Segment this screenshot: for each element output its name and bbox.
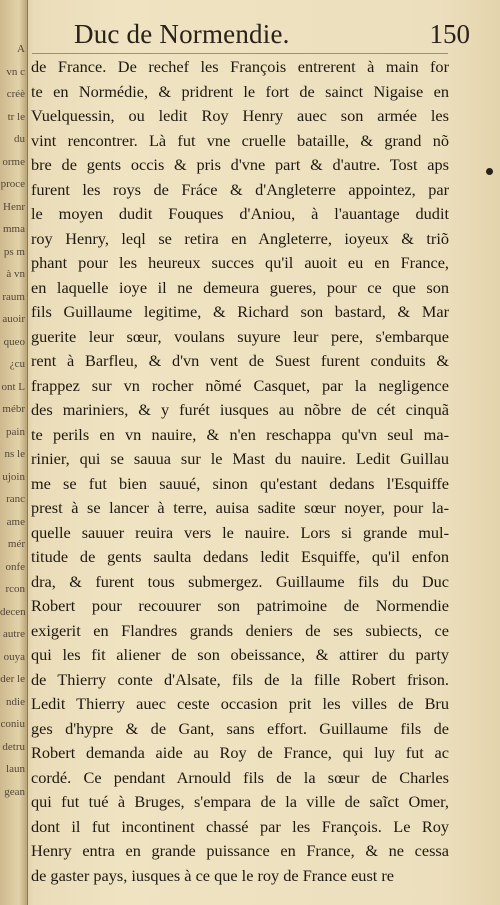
text-line: me se fut bien sauué, sinon qu'estant dedans l'Esquiffe xyxy=(31,473,449,493)
text-line: dra, & furent tous submergez. Guillaume fils du Duc xyxy=(31,571,449,591)
text-line: dont il fut incontinent chassé par les François. Le Roy xyxy=(31,816,449,836)
text-line: guerite leur sœur, voulans suyure leur pere, s'embarque xyxy=(31,326,449,346)
gutter-fragment: onfe xyxy=(5,560,25,573)
text-line: fils Guillaume legitime, & Richard son bastard, & Mar xyxy=(31,302,449,321)
text-line: rent à Barfleu, & d'vn vent de Suest furent conduits & xyxy=(31,351,449,370)
text-line: en laquelle ioye il ne demeura gueres, pour ce que son xyxy=(31,277,449,297)
text-line: ges d'hypre & de Gant, sans effort. Guillaume fils de xyxy=(31,718,449,738)
text-line: de Thierry conte d'Alsate, fils de la fille Robert frison. xyxy=(31,669,449,689)
text-line: exigerit en Flandres grands deniers de ses subiects, ce xyxy=(31,620,449,640)
header-rule xyxy=(32,53,448,54)
gutter-fragment: tr le xyxy=(7,110,25,123)
text-line: des mariniers, & y furét iusques au nõbre de cét cinquã xyxy=(31,400,449,419)
gutter-fragment: mma xyxy=(3,223,25,235)
text-line: Henry entra en grande puissance en France, & ne cessa xyxy=(31,841,449,860)
gutter-fragment: vn c xyxy=(6,65,25,78)
text-line: te perils en vn nauire, & n'en reschappa qu'vn seul ma- xyxy=(31,424,449,444)
gutter-fragment: laun xyxy=(6,763,25,775)
gutter-fragment: queo xyxy=(3,335,25,348)
gutter-fragment: à vn xyxy=(6,268,25,280)
page-number: 150 xyxy=(429,19,470,49)
text-line: cordé. Ce pendant Arnould fils de la sœur de Charles xyxy=(31,767,449,787)
text-line: de gaster pays, iusques à ce que le roy de France eust re xyxy=(31,865,395,885)
gutter-fragment: A xyxy=(17,43,25,55)
text-line: vint rencontrer. Là fut vne cruelle bataille, & grand nõ xyxy=(31,130,449,150)
gutter-fragment: der le xyxy=(0,673,25,685)
text-line: Vuelquessin, ou ledit Roy Henry auec son armée les xyxy=(31,106,449,125)
gutter-fragment: orme xyxy=(2,155,25,168)
margin-mark xyxy=(486,168,493,175)
gutter-fragment: pain xyxy=(6,425,25,438)
gutter-fragment: Henr xyxy=(3,200,25,213)
text-line: frappez sur vn rocher nõmé Casquet, par la negligence xyxy=(31,375,449,395)
gutter-fragment: ujoin xyxy=(2,470,25,483)
text-line: le moyen dudit Fouques d'Aniou, à l'auantage dudit xyxy=(31,204,449,223)
text-line: Ledit Thierry auec ceste occasion prit les villes de Bru xyxy=(31,694,449,713)
gutter-fragment: coniu xyxy=(0,718,25,730)
text-line: prest à se lancer à terre, auisa sadite sœur noyer, pour la- xyxy=(31,498,449,517)
text-line: rinier, qui se sauua sur le Mast du nauire. Ledit Guillau xyxy=(31,449,449,468)
gutter-fragment: decen xyxy=(0,605,26,618)
gutter-fragment: rcon xyxy=(5,583,25,595)
gutter-fragment: ¿cu xyxy=(9,358,25,370)
text-line: te en Normédie, & pridrent le fort de sainct Nigaise en xyxy=(31,81,449,101)
gutter-fragment: ps m xyxy=(3,245,25,258)
gutter-fragment: autre xyxy=(3,628,25,640)
gutter-fragment: ont L xyxy=(1,380,25,393)
gutter-fragment: ame xyxy=(6,515,25,528)
gutter-fragment: proce xyxy=(0,178,25,190)
page-header xyxy=(74,18,470,50)
text-line: qui fut tué à Bruges, s'empara de la ville de saĩct Omer, xyxy=(31,792,449,811)
gutter-fragment: mér xyxy=(7,538,25,550)
text-line: de France. De rechef les François entrerent à main for xyxy=(31,57,449,76)
gutter-fragment: du xyxy=(14,133,25,145)
text-line: titude de gents saulta dedans ledit Esquiffe, qu'il enfon xyxy=(31,547,449,566)
text-line: bre de gents occis & pris d'vne part & d'autre. Tost aps xyxy=(31,155,449,174)
text-line: quelle sauuer reuira vers le nauire. Lors si grande mul- xyxy=(31,522,449,542)
text-line: Robert pour recouurer son patrimoine de Normendie xyxy=(31,596,449,615)
body-text xyxy=(31,55,449,888)
text-line: Robert demanda aide au Roy de France, qui luy fut ac xyxy=(31,743,449,762)
text-line: roy Henry, leql se retira en Angleterre, ioyeux & triõ xyxy=(31,228,449,248)
gutter-fragment: auoir xyxy=(2,313,25,325)
text-line: qui les fit aliener de son obeissance, & attirer du party xyxy=(31,645,449,664)
text-line: furent les roys de Fráce & d'Angleterre appointez, par xyxy=(31,179,449,199)
text-line: phant pour les heureux succes qu'il auoit eu en France, xyxy=(31,253,449,272)
gutter-fragment: ndie xyxy=(6,695,25,708)
gutter-fragment: detru xyxy=(2,740,25,753)
gutter-fragment: mébr xyxy=(2,403,25,415)
gutter-fragment: créè xyxy=(6,88,25,100)
running-head: Duc de Normendie. xyxy=(74,19,290,49)
gutter-fragment: gean xyxy=(4,785,25,798)
gutter-fragment: raum xyxy=(2,290,25,303)
facing-page-gutter xyxy=(0,0,28,905)
gutter-fragment: ns le xyxy=(4,448,25,460)
gutter-fragment: ranc xyxy=(6,493,25,505)
gutter-fragment: ouya xyxy=(3,650,25,663)
